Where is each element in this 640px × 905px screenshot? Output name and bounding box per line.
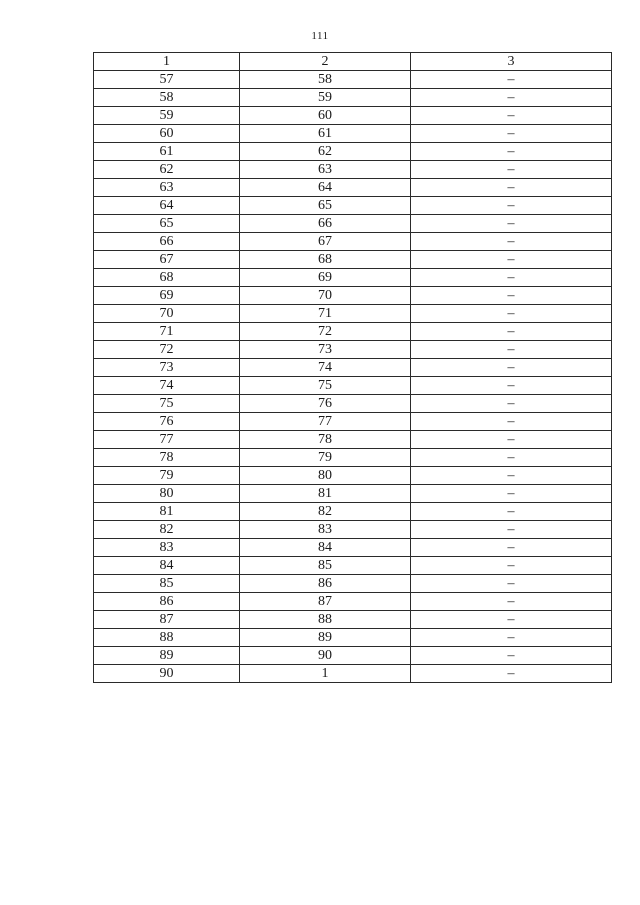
table-cell: 61 (240, 125, 411, 143)
table-body (94, 71, 612, 683)
table-cell: 75 (240, 377, 411, 395)
table-cell: 74 (240, 359, 411, 377)
table-cell: 71 (94, 323, 240, 341)
table-row (94, 215, 612, 233)
table-row (94, 197, 612, 215)
table-cell: 64 (94, 197, 240, 215)
table-cell: – (411, 359, 612, 377)
column-header: 1 (94, 53, 240, 71)
table-cell: 86 (94, 593, 240, 611)
table-cell: – (411, 323, 612, 341)
table-row (94, 593, 612, 611)
page-number: 111 (311, 30, 329, 42)
table-cell: 79 (240, 449, 411, 467)
column-header: 2 (240, 53, 411, 71)
table-cell: 73 (94, 359, 240, 377)
table-cell: – (411, 377, 612, 395)
table-cell: 88 (94, 629, 240, 647)
table-row (94, 233, 612, 251)
table-cell: 63 (240, 161, 411, 179)
header-row (94, 53, 612, 71)
table-cell: 73 (240, 341, 411, 359)
table-cell: – (411, 197, 612, 215)
table-cell: 78 (94, 449, 240, 467)
table-row (94, 179, 612, 197)
table-cell: 62 (94, 161, 240, 179)
table-cell: 65 (240, 197, 411, 215)
table-row (94, 323, 612, 341)
table-cell: 84 (94, 557, 240, 575)
table-cell: 67 (240, 233, 411, 251)
table-cell: 81 (240, 485, 411, 503)
table-cell: – (411, 107, 612, 125)
table-row (94, 665, 612, 683)
table-cell: 74 (94, 377, 240, 395)
table-cell: 68 (240, 251, 411, 269)
table-cell: – (411, 467, 612, 485)
table-cell: – (411, 485, 612, 503)
table-cell: – (411, 251, 612, 269)
table-cell: – (411, 89, 612, 107)
table-row (94, 269, 612, 287)
table-row (94, 395, 612, 413)
table-cell: – (411, 305, 612, 323)
table-row (94, 161, 612, 179)
table-cell: 66 (94, 233, 240, 251)
table-cell: – (411, 395, 612, 413)
table-cell: 77 (240, 413, 411, 431)
table-row (94, 485, 612, 503)
table-row (94, 449, 612, 467)
table-cell: 1 (240, 665, 411, 683)
table-row (94, 647, 612, 665)
table-row (94, 575, 612, 593)
table-cell: 72 (240, 323, 411, 341)
table-row (94, 287, 612, 305)
table-header (94, 53, 612, 71)
table-cell: – (411, 629, 612, 647)
table-cell: – (411, 287, 612, 305)
table-row (94, 107, 612, 125)
table-cell: 86 (240, 575, 411, 593)
table-row (94, 413, 612, 431)
table-cell: 77 (94, 431, 240, 449)
table-cell: – (411, 449, 612, 467)
table-cell: 78 (240, 431, 411, 449)
table-cell: – (411, 161, 612, 179)
table-cell: 60 (240, 107, 411, 125)
table-cell: 82 (94, 521, 240, 539)
table-cell: 89 (94, 647, 240, 665)
table-row (94, 557, 612, 575)
table-cell: 72 (94, 341, 240, 359)
table-cell: – (411, 341, 612, 359)
table-row (94, 377, 612, 395)
table-cell: – (411, 647, 612, 665)
table-cell: – (411, 503, 612, 521)
table-cell: 67 (94, 251, 240, 269)
table-cell: 57 (94, 71, 240, 89)
table-cell: 61 (94, 143, 240, 161)
table-cell: 83 (240, 521, 411, 539)
table-cell: 87 (94, 611, 240, 629)
table-cell: 70 (94, 305, 240, 323)
table-row (94, 611, 612, 629)
table-cell: 90 (94, 665, 240, 683)
table-cell: 80 (94, 485, 240, 503)
table-cell: 75 (94, 395, 240, 413)
table-cell: 68 (94, 269, 240, 287)
table-cell: 89 (240, 629, 411, 647)
table-row (94, 71, 612, 89)
table-row (94, 89, 612, 107)
table-cell: – (411, 143, 612, 161)
table-cell: – (411, 413, 612, 431)
table-row (94, 341, 612, 359)
table-cell: – (411, 539, 612, 557)
table-cell: – (411, 179, 612, 197)
table-cell: 58 (240, 71, 411, 89)
table-cell: – (411, 125, 612, 143)
table-cell: 80 (240, 467, 411, 485)
table-cell: – (411, 575, 612, 593)
table-cell: 79 (94, 467, 240, 485)
table-cell: 66 (240, 215, 411, 233)
table-cell: 69 (240, 269, 411, 287)
table-cell: 71 (240, 305, 411, 323)
table-cell: – (411, 557, 612, 575)
table-row (94, 521, 612, 539)
table-row (94, 503, 612, 521)
table-cell: 62 (240, 143, 411, 161)
data-table (93, 52, 612, 683)
table-cell: – (411, 233, 612, 251)
table-cell: – (411, 593, 612, 611)
table-cell: 82 (240, 503, 411, 521)
table-cell: 59 (240, 89, 411, 107)
table-cell: 76 (94, 413, 240, 431)
table-cell: 83 (94, 539, 240, 557)
table-cell: 63 (94, 179, 240, 197)
table-cell: – (411, 269, 612, 287)
table-cell: 58 (94, 89, 240, 107)
table-cell: – (411, 431, 612, 449)
table-cell: 69 (94, 287, 240, 305)
table-cell: 88 (240, 611, 411, 629)
table-cell: 85 (94, 575, 240, 593)
table-cell: 70 (240, 287, 411, 305)
table-row (94, 305, 612, 323)
table-cell: 87 (240, 593, 411, 611)
table-row (94, 125, 612, 143)
table-row (94, 431, 612, 449)
table-cell: – (411, 215, 612, 233)
table-cell: 60 (94, 125, 240, 143)
table-cell: 64 (240, 179, 411, 197)
table-row (94, 467, 612, 485)
table-cell: – (411, 611, 612, 629)
table-cell: 59 (94, 107, 240, 125)
table-cell: – (411, 71, 612, 89)
table-row (94, 251, 612, 269)
table-row (94, 143, 612, 161)
table-cell: – (411, 665, 612, 683)
table-row (94, 539, 612, 557)
table-row (94, 629, 612, 647)
table-cell: 65 (94, 215, 240, 233)
table-cell: 90 (240, 647, 411, 665)
table-cell: 85 (240, 557, 411, 575)
table-cell: 81 (94, 503, 240, 521)
table-cell: 76 (240, 395, 411, 413)
table-cell: – (411, 521, 612, 539)
column-header: 3 (411, 53, 612, 71)
table-row (94, 359, 612, 377)
table-cell: 84 (240, 539, 411, 557)
